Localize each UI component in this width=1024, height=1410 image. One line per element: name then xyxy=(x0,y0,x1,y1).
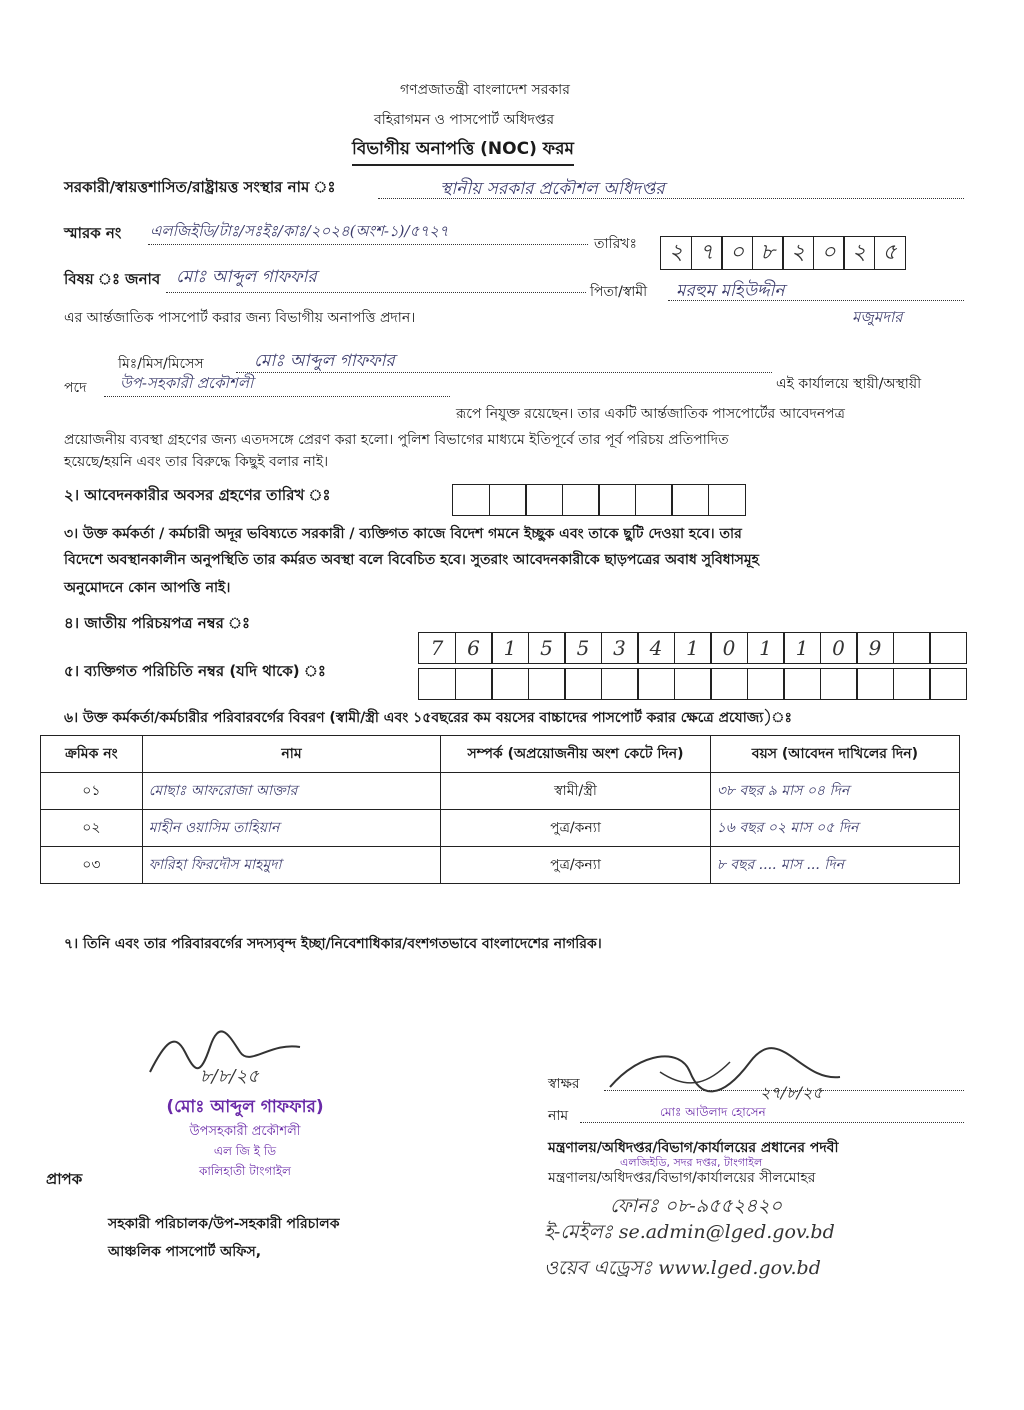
post-label: পদে xyxy=(64,380,87,396)
nid-digit: 6 xyxy=(455,632,493,664)
seal-label: মন্ত্রণালয়/অধিদপ্তর/বিভাগ/কার্যালয়ের সীলমোহর xyxy=(548,1170,816,1186)
officer-name-stamp: মোঃ আউলাদ হোসেন xyxy=(660,1105,766,1119)
table-row xyxy=(41,773,960,810)
memo-value: এলজিইডি/টাঃ/সঃইঃ/কাঃ/২০২৪(অংশ-১)/৫৭২৭ xyxy=(150,222,449,240)
nid-digit: 9 xyxy=(856,632,894,664)
para1-line-a: রূপে নিযুক্ত রয়েছেন। তার একটি আর্ন্তজাতিক পাসপোর্টের আবেদনপত্র xyxy=(456,406,845,422)
table-row xyxy=(41,810,960,847)
table-row xyxy=(41,847,960,884)
para1-line-c: হয়েছে/হয়নি এবং তার বিরুদ্ধে কিছুই বলার নাই। xyxy=(64,454,329,470)
father-value-2: মজুমদার xyxy=(852,308,903,326)
date-digit: ৭ xyxy=(691,236,723,270)
father-label: পিতা/স্বামী xyxy=(590,284,648,300)
stamp-title: উপসহকারী প্রকৌশলী xyxy=(189,1124,301,1139)
mr-label: মিঃ/মিস/মিসেস xyxy=(118,356,204,372)
nid-digit: 5 xyxy=(564,632,602,664)
box xyxy=(674,668,712,700)
box xyxy=(455,668,493,700)
officer-web: ওয়েব এড্রেসঃ www.lged.gov.bd xyxy=(544,1257,821,1279)
cell-serial: ০৩ xyxy=(41,847,143,884)
org-value: স্থানীয় সরকার প্রকৌশল অধিদপ্তর xyxy=(440,179,665,199)
applicant-sign-date: ৮/৮/২৫ xyxy=(200,1066,259,1087)
box xyxy=(528,668,566,700)
post-value: উপ-সহকারী প্রকৌশলী xyxy=(120,374,254,392)
item4-label: ৪। জাতীয় পরিচয়পত্র নম্বর ঃ xyxy=(64,614,251,632)
date-boxes xyxy=(660,236,904,270)
nid-digit: 1 xyxy=(783,632,821,664)
col-header-name: নাম xyxy=(142,736,441,773)
item5-label: ৫। ব্যক্তিগত পরিচিতি নম্বর (যদি থাকে) ঃ xyxy=(64,662,326,680)
item2-label: ২। আবেদনকারীর অবসর গ্রহণের তারিখ ঃ xyxy=(64,486,331,504)
cell-age: ৩৮ বছর ৯ মাস ০৪ দিন xyxy=(710,773,959,810)
item7-label: ৭। তিনি এবং তার পরিবারবর্গের সদস্যবৃন্দ ইচ্ছা/নিবেশাধিকার/বংশগতভাবে বাংলাদেশের নাগরিক। xyxy=(64,936,602,952)
item3-line-a: ৩। উক্ত কর্মকর্তা / কর্মচারী অদূর ভবিষ্যতে সরকারী / ব্যক্তিগত কাজে বিদেশ গমনে ইচ্ছুক এবং তাকে ছুটি দেওয়া হবে। তার xyxy=(64,526,742,542)
nid-digit: 1 xyxy=(747,632,785,664)
para1-line-b: প্রয়োজনীয় ব্যবস্থা গ্রহণের জন্য এতদসঙ্গে প্রেরণ করা হলো। পুলিশ বিভাগের মাধ্যমে ইতিপূর্বে তার পূর্ব পরিচয় প্রতিপাদিত xyxy=(64,432,729,448)
name-dotline xyxy=(580,1122,964,1123)
subject-label: বিষয় ঃ জনাব xyxy=(64,270,161,288)
nid-digit xyxy=(893,632,931,664)
box xyxy=(491,668,529,700)
item6-label: ৬। উক্ত কর্মকর্তা/কর্মচারীর পরিবারবর্গের বিবরণ (স্বামী/স্ত্রী এবং ১৫বছরের কম বয়সের বাচ্চাদের পাসপোর্ট করার ক্ষেত্রে প্রযোজ্য)ঃ xyxy=(64,710,792,726)
stamp-name: (মোঃ আব্দুল গাফফার) xyxy=(166,1097,324,1117)
subject-line-2: এর আর্ন্তজাতিক পাসপোর্ট করার জন্য বিভাগীয় অনাপত্তি প্রদান। xyxy=(64,310,416,326)
nid-digit: 3 xyxy=(601,632,639,664)
dept-title: বহিরাগমন ও পাসপোর্ট অধিদপ্তর xyxy=(374,112,555,128)
pin-boxes xyxy=(418,668,966,700)
retire-date-boxes xyxy=(452,484,744,516)
applicant-stamp xyxy=(140,1094,350,1183)
nid-digit: 0 xyxy=(820,632,858,664)
item3-line-b: বিদেশে অবস্থানকালীন অনুপস্থিতি তার কর্মরত অবস্থা বলে বিবেচিত হবে। সুতরাং আবেদনকারীকে ছাড়পত্রের অবাধ সুবিধাসমূহ xyxy=(64,552,760,568)
recipient-line-2: আঞ্চলিক পাসপোর্ট অফিস, xyxy=(108,1244,262,1260)
subject-dotline xyxy=(166,292,586,293)
recipient-label: প্রাপক xyxy=(46,1170,83,1188)
box xyxy=(856,668,894,700)
date-label: তারিখঃ xyxy=(594,236,637,252)
cell-relation: স্বামী/স্ত্রী xyxy=(441,773,710,810)
box xyxy=(562,484,600,516)
box xyxy=(893,668,931,700)
box xyxy=(747,668,785,700)
box xyxy=(452,484,490,516)
nid-digit: 1 xyxy=(491,632,529,664)
designation-label: মন্ত্রণালয়/অধিদপ্তর/বিভাগ/কার্যালয়ের প্রধানের পদবী xyxy=(548,1140,839,1156)
box xyxy=(710,668,748,700)
family-table xyxy=(40,735,960,884)
father-value: মরহুম মহিউদ্দীন xyxy=(676,281,785,301)
cell-name: মাহীন ওয়াসিম তাহিয়ান xyxy=(142,810,441,847)
date-digit: ২ xyxy=(660,236,692,270)
date-digit: ০ xyxy=(721,236,753,270)
nid-digit: 4 xyxy=(637,632,675,664)
col-header-age: বয়স (আবেদন দাখিলের দিন) xyxy=(710,736,959,773)
box xyxy=(601,668,639,700)
nid-digit: 5 xyxy=(528,632,566,664)
table-header-row xyxy=(41,736,960,773)
stamp-org: এল জি ই ডি xyxy=(213,1144,277,1158)
cell-name: মোছাঃ আফরোজা আক্তার xyxy=(142,773,441,810)
nid-boxes xyxy=(418,632,966,664)
date-digit: ৮ xyxy=(752,236,784,270)
gov-title: গণপ্রজাতন্ত্রী বাংলাদেশ সরকার xyxy=(400,82,570,98)
nid-digit: 1 xyxy=(674,632,712,664)
col-header-serial: ক্রমিক নং xyxy=(41,736,143,773)
cell-name: ফারিহা ফিরদৌস মাহমুদা xyxy=(142,847,441,884)
cell-relation: পুত্র/কন্যা xyxy=(441,847,710,884)
date-digit: ২ xyxy=(782,236,814,270)
officer-email: ই-মেইলঃ se.admin@lged.gov.bd xyxy=(544,1221,835,1243)
form-title: বিভাগীয় অনাপত্তি (NOC) ফরম xyxy=(352,136,574,166)
date-digit: ০ xyxy=(813,236,845,270)
date-digit: ২ xyxy=(843,236,875,270)
officer-sign-date: ২৭/৮/২৫ xyxy=(760,1083,823,1102)
box xyxy=(418,668,456,700)
officer-phone: ফোনঃ ০৮-৯৫৫২৪২০ xyxy=(610,1195,783,1217)
box xyxy=(929,668,967,700)
cell-age: ৮ বছর .... মাস ... দিন xyxy=(710,847,959,884)
box xyxy=(708,484,746,516)
office-text: এই কার্যালয়ে স্থায়ী/অস্থায়ী xyxy=(776,376,922,392)
officer-name-label: নাম xyxy=(548,1108,569,1124)
box xyxy=(598,484,636,516)
box xyxy=(783,668,821,700)
item3-line-c: অনুমোদনে কোন আপত্তি নাই। xyxy=(64,580,231,596)
box xyxy=(637,668,675,700)
nid-digit xyxy=(929,632,967,664)
cell-serial: ০২ xyxy=(41,810,143,847)
date-digit: ৫ xyxy=(874,236,906,270)
box xyxy=(671,484,709,516)
box xyxy=(525,484,563,516)
box xyxy=(489,484,527,516)
box xyxy=(820,668,858,700)
org-label: সরকারী/স্বায়ত্তশাসিত/রাষ্ট্রায়ত্ত সংস্থার নাম ঃ xyxy=(64,178,336,196)
stamp-place: কালিহাতী টাংগাইল xyxy=(199,1164,291,1178)
memo-label: স্মারক নং xyxy=(64,224,122,242)
box xyxy=(635,484,673,516)
mr-value: মোঃ আব্দুল গাফফার xyxy=(254,351,395,371)
cell-age: ১৬ বছর ০২ মাস ০৫ দিন xyxy=(710,810,959,847)
subject-value: মোঃ আব্দুল গাফফার xyxy=(176,267,317,287)
cell-relation: পুত্র/কন্যা xyxy=(441,810,710,847)
seal-stamp: এলজিইডি, সদর দপ্তর, টাংগাইল xyxy=(620,1156,763,1169)
nid-digit: 0 xyxy=(710,632,748,664)
col-header-relation: সম্পর্ক (অপ্রয়োজনীয় অংশ কেটে দিন) xyxy=(441,736,710,773)
officer-sign-label: স্বাক্ষর xyxy=(548,1076,580,1092)
nid-digit: 7 xyxy=(418,632,456,664)
recipient-line-1: সহকারী পরিচালক/উপ-সহকারী পরিচালক xyxy=(108,1216,340,1232)
box xyxy=(564,668,602,700)
cell-serial: ০১ xyxy=(41,773,143,810)
